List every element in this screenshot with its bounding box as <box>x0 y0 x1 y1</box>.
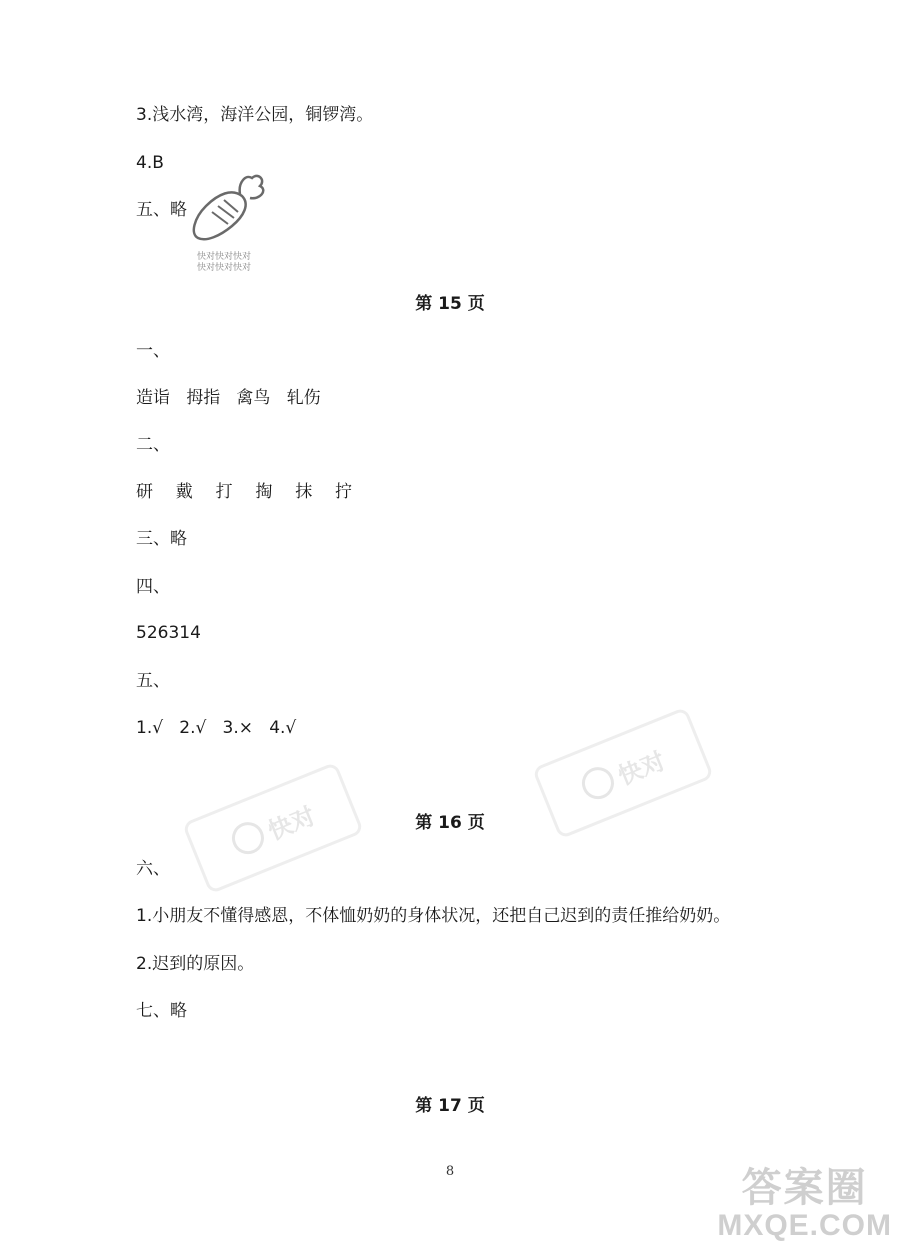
section-1-label: 一、 <box>136 341 170 361</box>
section-4-label: 四、 <box>136 577 170 597</box>
section-6-answer-2: 2.迟到的原因。 <box>136 954 255 974</box>
section-1-answer: 造诣 拇指 禽鸟 轧伤 <box>136 388 321 408</box>
section-7-answer: 七、略 <box>136 1001 187 1021</box>
section-5-answer: 1.√ 2.√ 3.× 4.√ <box>136 718 297 738</box>
watermark-stamp-left: 快对 <box>182 762 364 895</box>
page-16-heading: 第 16 页 <box>415 813 485 833</box>
section-2-answer: 研 戴 打 掏 抹 拧 <box>136 482 353 502</box>
answer-line-3: 3.浅水湾，海洋公园，铜锣湾。 <box>136 105 374 125</box>
carrot-icon <box>188 168 268 248</box>
section-4-answer: 526314 <box>136 623 201 643</box>
section-2-label: 二、 <box>136 435 170 455</box>
section-3-answer: 三、略 <box>136 529 187 549</box>
corner-watermark-url: MXQE.COM <box>717 1209 892 1242</box>
check-circle-icon <box>577 762 619 804</box>
page-17-heading: 第 17 页 <box>415 1096 485 1116</box>
answer-line-5: 五、略 <box>136 200 187 220</box>
corner-watermark-title: 答案圈 <box>741 1166 868 1210</box>
section-5-label: 五、 <box>136 671 170 691</box>
section-6-answer-1: 1.小朋友不懂得感恩，不体恤奶奶的身体状况，还把自己迟到的责任推给奶奶。 <box>136 906 731 926</box>
carrot-watermark-text: 快对快对快对 快对快对快对 <box>196 252 251 273</box>
corner-watermark <box>717 1166 892 1242</box>
answer-line-4: 4.B <box>136 153 164 173</box>
section-6-label: 六、 <box>136 859 170 879</box>
page-15-heading: 第 15 页 <box>415 294 485 314</box>
watermark-stamp-right: 快对 <box>532 707 714 840</box>
page-number: 8 <box>445 1164 455 1179</box>
